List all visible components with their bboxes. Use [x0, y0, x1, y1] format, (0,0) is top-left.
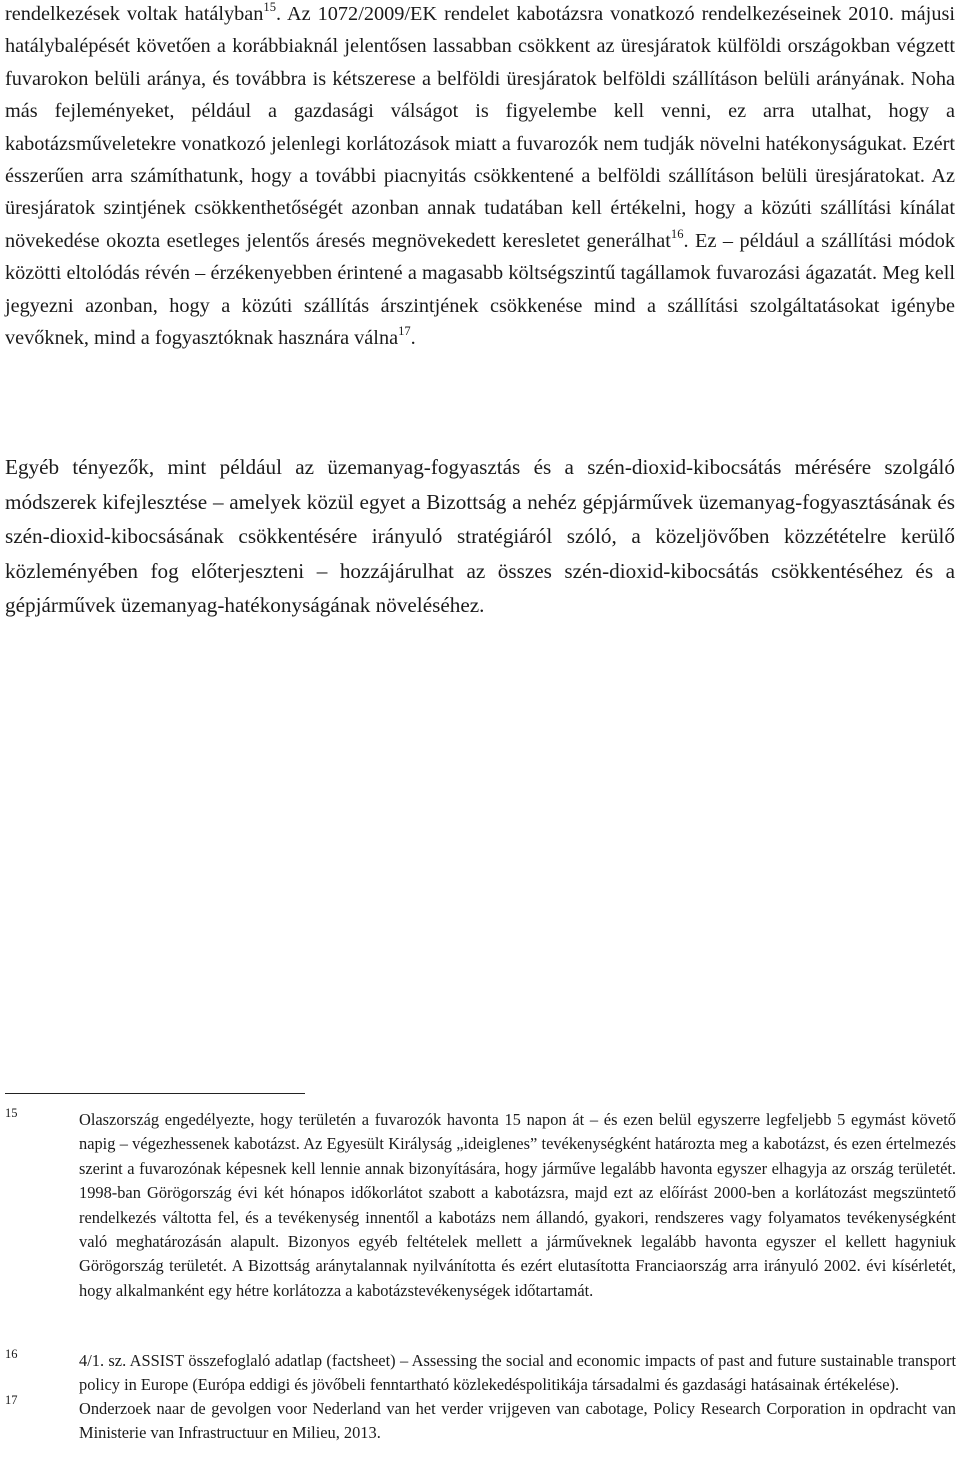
footnote-ref-16[interactable]: 16 — [670, 226, 684, 241]
footnote-ref-15[interactable]: 15 — [263, 0, 276, 14]
body-paragraph-1 — [5, 0, 955, 354]
paragraph-text: rendelkezések voltak hatályban — [5, 3, 264, 25]
footnote-number: 15 — [5, 1106, 18, 1120]
footnote-ref-17[interactable]: 17 — [398, 324, 411, 339]
footnote-separator — [5, 1093, 305, 1094]
footnote-text: Onderzoek naar de gevolgen voor Nederland van het verder vrijgeven van cabotage, Policy Research Corporation in opdracht van Ministerie van Infrastructuur en Milieu, 2013. — [79, 1399, 956, 1443]
paragraph-text: . — [410, 327, 416, 350]
footnote-number: 17 — [5, 1393, 18, 1407]
footnote-text: 4/1. sz. ASSIST összefoglaló adatlap (factsheet) – Assessing the social and economic impacts of past and future sustainable transport policy in Europe (Európa eddigi és jövőbeli fenntartható közlekedéspolitikája társadalmi és gazdasági hatásainak értékelése). — [79, 1351, 956, 1395]
paragraph-text: . Ez – például a szállítási módok közötti eltolódás révén – érzékenyebben érintené a magasabb költségszintű tagállamok fuvarozási ágazatát. Meg kell jegyezni azonban, hogy a közúti szállítás árszintjének csökkenése mind a szállítási szolgáltatásokat igénybe vevőknek, mind a fogyasztóknak hasznára válna — [5, 229, 955, 350]
paragraph-text: . Az 1072/2009/EK rendelet kabotázsra vonatkozó rendelkezéseinek 2010. májusi hatálybalépését követően a korábbiaknál jelentősen lassabban csökkent az üresjáratok külföldi országokban végzett fuvarokon belüli aránya, és továbbra is kétszerese a belföldi üresjáratok belföldi szállításon belüli arányának. Noha más fejleményeket, például a gazdasági válságot is figyelembe kell venni, ez arra utalhat, hogy a kabotázsműveletekre vonatkozó jelenlegi korlátozások miatt a fuvarozók nem tudják növelni hatékonyságukat. Ezért ésszerűen arra számíthatunk, hogy a további piacnyitás csökkentené a belföldi szállításon belüli üresjáratokat. Az üresjáratok szintjének csökkenthetőségét azonban annak tudatában kell értékelni, hogy a közúti szállítási kínálat növekedése okozta esetleges jelentős áresés megnövekedett keresletet generálhat — [5, 3, 955, 252]
footnote-text: Olaszország engedélyezte, hogy területén a fuvarozók havonta 15 napon át – és ezen belül egyszerre legfeljebb 5 egymást követő napig – végezhessenek kabotázst. Az Egyesült Királyság „ideiglenes” tevékenységként határozta meg a kabotázst, és ezen értelmezés szerint a fuvarozónak képesnek kell lennie annak bizonyítására, hogy járműve legalább havonta egyszer elhagyja az ország területét. 1998-ban Görögország évi két hónapos időkorlátot szabott a kabotázsra, majd ezt az előírást 2000-ben a korlátozást megszüntető rendelkezés váltotta fel, és a tevékenység innentől a kabotázs nem állandó, gyakori, rendszeres vagy folyamatos tevékenységként való meghatározásán alapult. Bizonyos egyéb feltételek mellett a járműveknek legalább havonta egyszer el kellett hagyniuk Görögország területét. A Bizottság aránytalannak nyilvánította és ezért elutasította Franciaország arra irányuló 2002. évi kísérletét, hogy alkalmanként egy hétre korlátozza a kabotázstevékenységek időtartamát. — [79, 1110, 956, 1300]
body-paragraph-2: Egyéb tényezők, mint például az üzemanyag-fogyasztás és a szén-dioxid-kibocsátás mérésére szolgáló módszerek kifejlesztése – amelyek közül egyet a Bizottság a nehéz gépjárművek üzemanyag-fogyasztásának és szén-dioxid-kibocsásának csökkentésére irányuló stratégiáról szóló, a közeljövőben közzétételre kerülő közleményében fog előterjeszteni – hozzájárulhat az összes szén-dioxid-kibocsátás csökkentéséhez és a gépjárművek üzemanyag-hatékonyságának növeléséhez. — [5, 455, 955, 618]
footnote-number: 16 — [5, 1347, 18, 1361]
